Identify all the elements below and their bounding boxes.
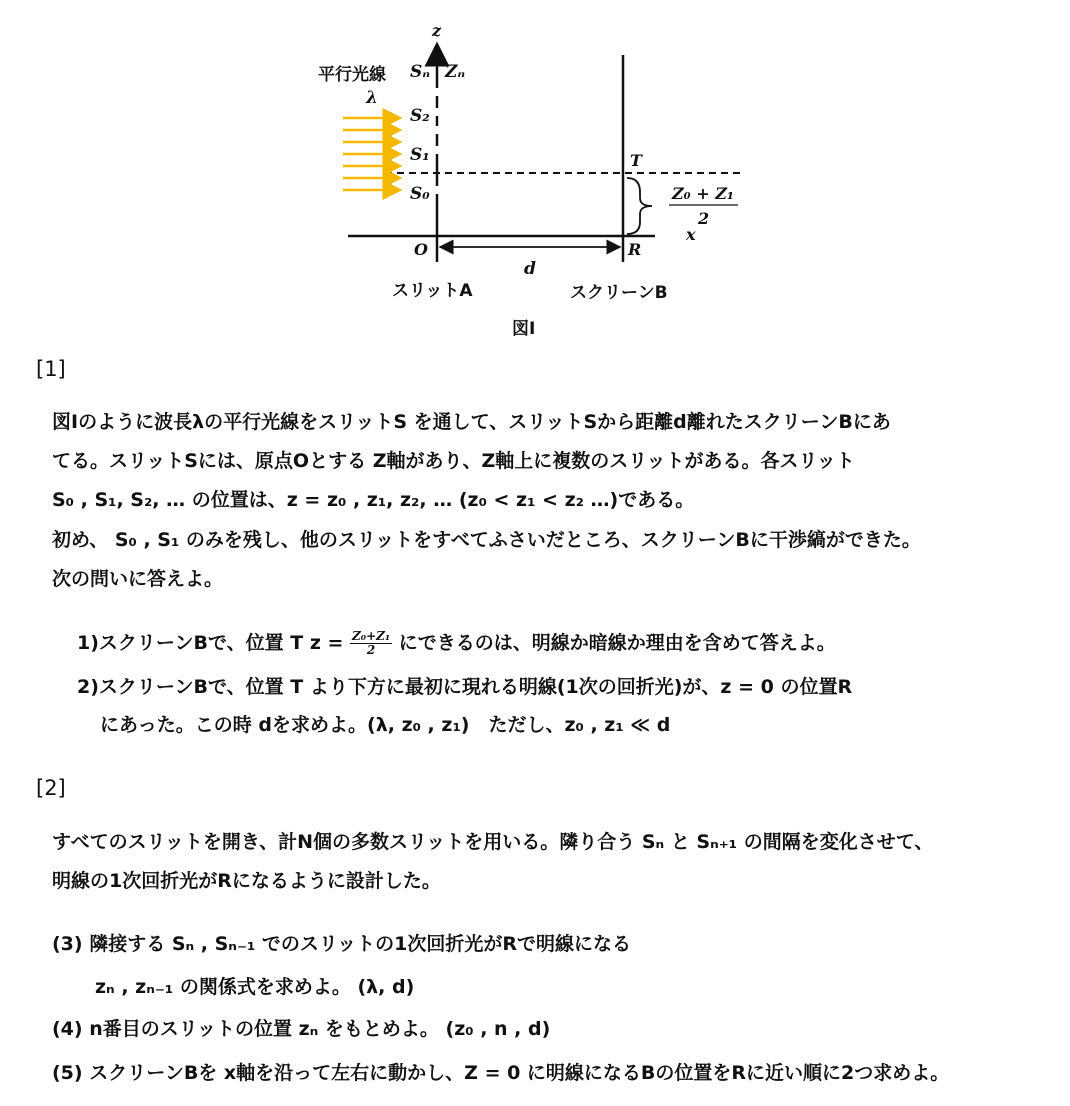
brace	[627, 178, 652, 234]
section-1-text-1: 図Ⅰのように波長λの平行光線をスリットS を通して、スリットSから距離d離れたスクリーンBにあ	[52, 411, 891, 433]
section-1-header: [1]	[36, 357, 66, 381]
sn-label: Sₙ	[410, 62, 431, 82]
question-2-line-2: にあった。この時 dを求めよ。(λ, z₀ , z₁) ただし、z₀ , z₁ ≪ d	[100, 714, 671, 736]
question-1	[77, 630, 836, 657]
section-1-text-5: 次の問いに答えよ。	[52, 568, 224, 590]
brace-fraction-denominator: 2	[698, 209, 710, 228]
brace-fraction-numerator: Z₀ + Z₁	[672, 184, 734, 203]
question-2-line-1: 2)スクリーンBで、位置 T より下方に最初に現れる明線(1次の回折光)が、z = 0 の位置R	[77, 676, 853, 698]
z-axis-label: z	[432, 21, 442, 40]
light-label: 平行光線	[318, 65, 386, 85]
question-5: (5) スクリーンBを x軸を沿って左右に動かし、Z = 0 に明線になるBの位置をRに近い順に2つ求めよ。	[52, 1062, 950, 1084]
question-1-pre: 1)スクリーンBで、位置 T z =	[77, 632, 344, 654]
slit-gap-s1	[432, 146, 442, 154]
t-label: T	[630, 151, 642, 170]
slit-gap-sn	[432, 88, 442, 96]
r-label: R	[628, 240, 642, 259]
question-3-line-1: (3) 隣接する Sₙ , Sₙ₋₁ でのスリットの1次回折光がRで明線になる	[52, 933, 632, 955]
figure-caption: 図Ⅰ	[512, 319, 536, 339]
section-1-text-2: てる。スリットSには、原点Oとする Z軸があり、Z軸上に複数のスリットがある。各スリット	[52, 450, 855, 472]
x-axis-label: x	[686, 225, 696, 244]
s1-label: S₁	[410, 145, 430, 165]
lambda-label: λ	[366, 88, 378, 108]
section-1-text-3: S₀ , S₁, S₂, … の位置は、z = z₀ , z₁, z₂, … (z₀ < z₁ < z₂ …)である。	[52, 489, 695, 511]
slit-gap-s0	[432, 186, 442, 194]
question-1-post: にできるのは、明線か暗線か理由を含めて答えよ。	[398, 632, 836, 654]
s2-label: S₂	[410, 106, 430, 126]
screen-b-label: スクリーンB	[570, 283, 668, 303]
slit-a-label: スリットA	[392, 281, 473, 301]
o-label: O	[414, 240, 428, 259]
section-2-text-1: すべてのスリットを開き、計N個の多数スリットを用いる。隣り合う Sₙ と Sₙ₊₁ の間隔を変化させて、	[52, 831, 934, 853]
section-2-header: [2]	[36, 776, 66, 800]
question-1-fraction: $\frac{\text{Z₀+Z₁}}{2}$	[352, 629, 391, 657]
parallel-light-arrows	[343, 118, 400, 190]
s0-label: S₀	[410, 184, 430, 204]
question-4: (4) n番目のスリットの位置 zₙ をもとめよ。 (z₀ , n , d)	[52, 1018, 551, 1040]
slit-gap-s2	[432, 108, 442, 116]
d-label: d	[524, 259, 536, 279]
question-3-line-2: zₙ , zₙ₋₁ の関係式を求めよ。 (λ, d)	[95, 976, 415, 998]
zn-label: Zₙ	[445, 62, 466, 82]
figure-1	[0, 0, 1070, 350]
slit-gap-s2b	[432, 126, 442, 134]
section-1-text-4: 初め、 S₀ , S₁ のみを残し、他のスリットをすべてふさいだところ、スクリーンBに干渉縞ができた。	[52, 529, 921, 551]
section-2-text-2: 明線の1次回折光がRになるように設計した。	[52, 870, 441, 892]
